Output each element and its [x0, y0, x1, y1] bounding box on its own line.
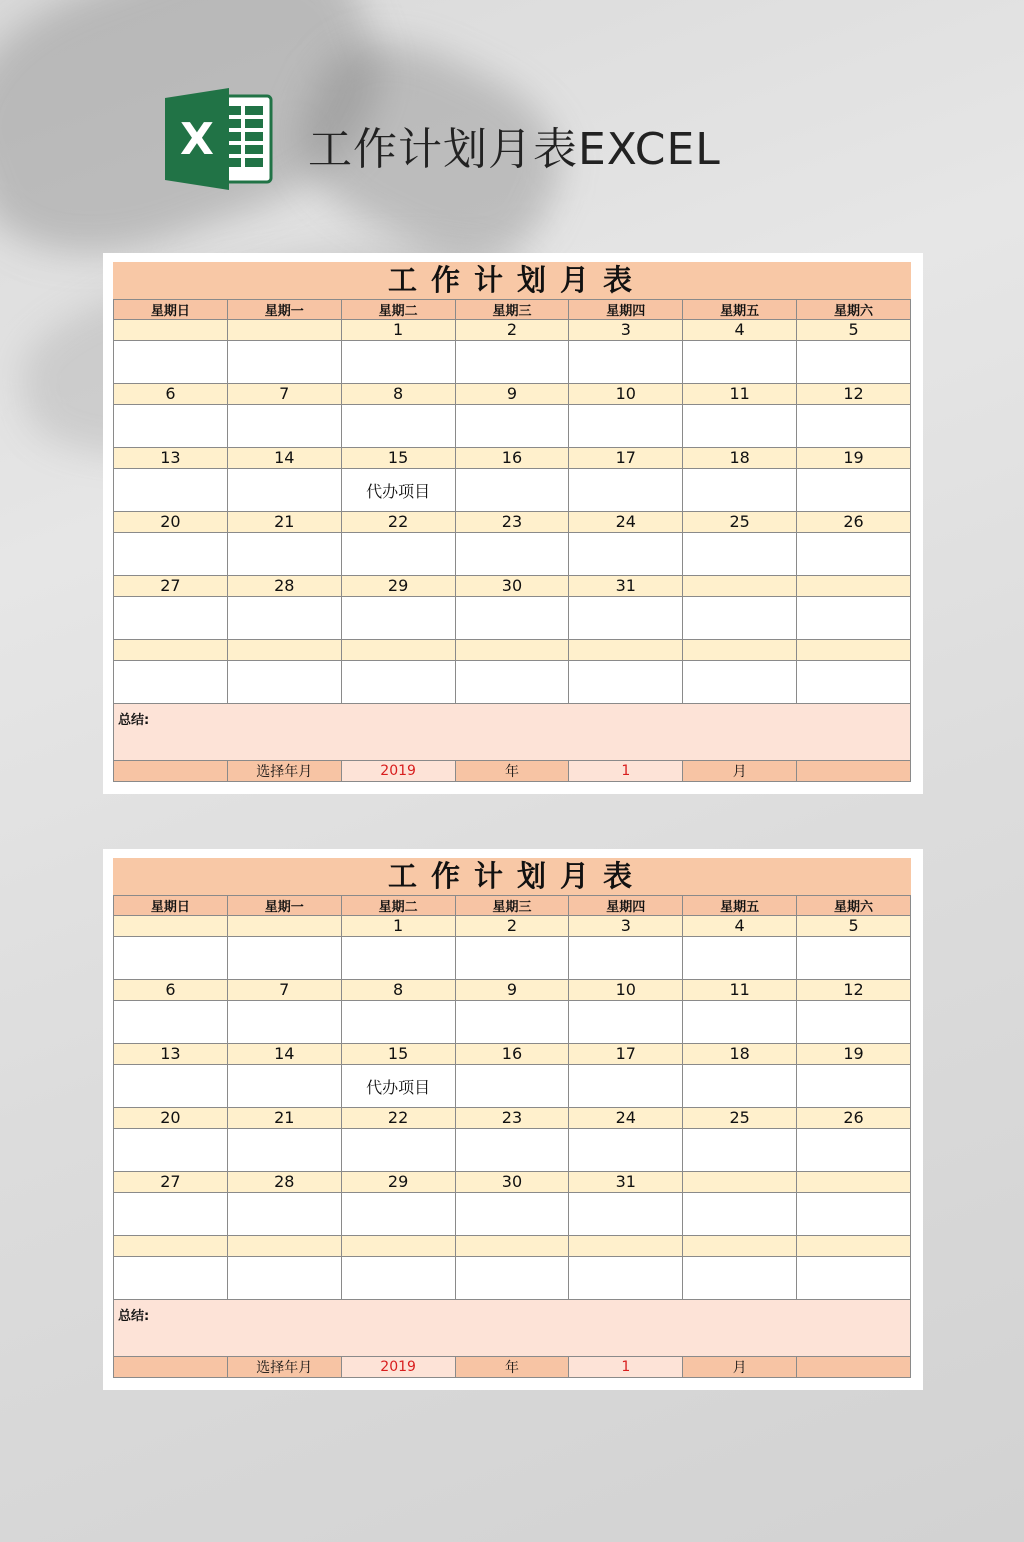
note-cell[interactable]: [683, 661, 797, 704]
note-cell[interactable]: [569, 405, 683, 448]
note-cell[interactable]: [569, 661, 683, 704]
date-cell[interactable]: 12: [797, 384, 911, 405]
date-cell[interactable]: [114, 1236, 228, 1257]
sheet-title: 工作计划月表: [113, 262, 911, 299]
note-cell[interactable]: [797, 937, 911, 980]
date-cell[interactable]: 1: [341, 320, 455, 341]
date-cell[interactable]: 16: [455, 448, 569, 469]
date-cell[interactable]: 3: [569, 320, 683, 341]
note-cell[interactable]: [227, 469, 341, 512]
summary-cell[interactable]: 总结:: [114, 1300, 911, 1357]
date-cell[interactable]: [455, 1236, 569, 1257]
date-cell[interactable]: 22: [341, 1108, 455, 1129]
note-cell[interactable]: [114, 405, 228, 448]
date-cell[interactable]: [569, 1236, 683, 1257]
weekday-cell: 星期六: [797, 300, 911, 320]
note-cell[interactable]: [114, 1129, 228, 1172]
date-cell[interactable]: 18: [683, 1044, 797, 1065]
note-cell[interactable]: [114, 597, 228, 640]
date-cell[interactable]: [797, 576, 911, 597]
note-cell[interactable]: [569, 341, 683, 384]
footer-row: [114, 1357, 911, 1378]
date-cell[interactable]: 18: [683, 448, 797, 469]
date-row: [114, 1044, 911, 1065]
note-cell[interactable]: [227, 1193, 341, 1236]
sheet-card: [103, 253, 923, 794]
month-unit-label: 月: [683, 761, 797, 782]
sheet-title: 工作计划月表: [113, 858, 911, 895]
weekday-cell: 星期一: [227, 300, 341, 320]
note-row: [114, 1193, 911, 1236]
date-cell[interactable]: 6: [114, 980, 228, 1001]
note-row: [114, 1065, 911, 1108]
note-cell[interactable]: [227, 1257, 341, 1300]
note-cell[interactable]: [455, 937, 569, 980]
footer-blank-cell: [797, 761, 911, 782]
date-cell[interactable]: 9: [455, 384, 569, 405]
note-cell[interactable]: [797, 1001, 911, 1044]
date-cell[interactable]: 10: [569, 980, 683, 1001]
note-cell[interactable]: [797, 469, 911, 512]
date-cell[interactable]: 19: [797, 448, 911, 469]
date-cell[interactable]: 23: [455, 512, 569, 533]
weekday-cell: 星期二: [341, 300, 455, 320]
date-cell[interactable]: 26: [797, 512, 911, 533]
sheet-card: [103, 849, 923, 1390]
date-cell[interactable]: 14: [227, 448, 341, 469]
date-cell[interactable]: [114, 320, 228, 341]
note-cell[interactable]: [569, 1065, 683, 1108]
note-cell[interactable]: [683, 1001, 797, 1044]
weekday-cell: 星期六: [797, 896, 911, 916]
note-cell[interactable]: [114, 341, 228, 384]
date-row: [114, 640, 911, 661]
summary-cell[interactable]: 总结:: [114, 704, 911, 761]
note-row: [114, 1129, 911, 1172]
note-row: [114, 597, 911, 640]
year-unit-label: 年: [455, 1357, 569, 1378]
note-row: [114, 341, 911, 384]
select-month-label: 选择年月: [227, 1357, 341, 1378]
note-cell[interactable]: [569, 937, 683, 980]
date-cell[interactable]: [227, 916, 341, 937]
date-cell[interactable]: 2: [455, 916, 569, 937]
note-cell[interactable]: 代办项目: [341, 1065, 455, 1108]
note-cell[interactable]: [227, 533, 341, 576]
note-cell[interactable]: [569, 533, 683, 576]
weekday-header-row: [114, 300, 911, 320]
date-cell[interactable]: [683, 1236, 797, 1257]
date-cell[interactable]: 21: [227, 1108, 341, 1129]
date-cell[interactable]: 27: [114, 1172, 228, 1193]
note-cell[interactable]: [341, 1257, 455, 1300]
note-cell[interactable]: [455, 1193, 569, 1236]
month-unit-label: 月: [683, 1357, 797, 1378]
note-cell[interactable]: [341, 597, 455, 640]
date-cell[interactable]: 1: [341, 916, 455, 937]
date-cell[interactable]: [114, 916, 228, 937]
date-cell[interactable]: 13: [114, 448, 228, 469]
page-header: [0, 0, 1024, 240]
note-cell[interactable]: [227, 405, 341, 448]
date-row: [114, 384, 911, 405]
note-cell[interactable]: [797, 1257, 911, 1300]
date-cell[interactable]: 27: [114, 576, 228, 597]
date-cell[interactable]: 7: [227, 384, 341, 405]
date-cell[interactable]: [227, 1236, 341, 1257]
date-row: [114, 1236, 911, 1257]
note-cell[interactable]: [114, 533, 228, 576]
note-cell[interactable]: [227, 1129, 341, 1172]
note-cell[interactable]: [341, 405, 455, 448]
note-cell[interactable]: [683, 341, 797, 384]
svg-text:X: X: [180, 114, 214, 165]
note-cell[interactable]: [455, 469, 569, 512]
note-row: [114, 937, 911, 980]
date-cell[interactable]: 28: [227, 1172, 341, 1193]
note-cell[interactable]: [114, 937, 228, 980]
note-row: [114, 661, 911, 704]
date-cell[interactable]: 15: [341, 1044, 455, 1065]
calendar-table: [113, 895, 911, 1378]
date-row: [114, 1172, 911, 1193]
note-cell[interactable]: [455, 1065, 569, 1108]
note-cell[interactable]: [114, 1257, 228, 1300]
date-cell[interactable]: [797, 1172, 911, 1193]
note-cell[interactable]: [114, 1193, 228, 1236]
date-cell[interactable]: 8: [341, 384, 455, 405]
date-row: [114, 576, 911, 597]
note-cell[interactable]: [114, 661, 228, 704]
note-cell[interactable]: [569, 1193, 683, 1236]
date-cell[interactable]: [569, 640, 683, 661]
note-cell[interactable]: [797, 405, 911, 448]
date-cell[interactable]: 25: [683, 512, 797, 533]
note-cell[interactable]: [455, 661, 569, 704]
weekday-cell: 星期五: [683, 300, 797, 320]
note-cell[interactable]: [455, 533, 569, 576]
note-cell[interactable]: [683, 469, 797, 512]
note-cell[interactable]: [227, 661, 341, 704]
weekday-cell: 星期日: [114, 300, 228, 320]
note-cell[interactable]: [227, 937, 341, 980]
date-cell[interactable]: 15: [341, 448, 455, 469]
note-cell[interactable]: [683, 533, 797, 576]
calendar-table: [113, 299, 911, 782]
note-cell[interactable]: [227, 341, 341, 384]
note-cell[interactable]: [569, 1129, 683, 1172]
note-cell[interactable]: [569, 597, 683, 640]
date-cell[interactable]: [797, 640, 911, 661]
note-cell[interactable]: [797, 1065, 911, 1108]
note-cell[interactable]: [455, 405, 569, 448]
date-cell[interactable]: 25: [683, 1108, 797, 1129]
date-cell[interactable]: 30: [455, 1172, 569, 1193]
date-cell[interactable]: 29: [341, 1172, 455, 1193]
calendar-sheet: [113, 262, 911, 782]
date-cell[interactable]: 12: [797, 980, 911, 1001]
excel-icon: [165, 88, 273, 190]
note-cell[interactable]: [683, 1129, 797, 1172]
date-cell[interactable]: 5: [797, 320, 911, 341]
weekday-cell: 星期四: [569, 896, 683, 916]
note-cell[interactable]: [797, 661, 911, 704]
note-cell[interactable]: [455, 597, 569, 640]
date-cell[interactable]: [227, 320, 341, 341]
note-cell[interactable]: [114, 1001, 228, 1044]
note-cell[interactable]: [114, 469, 228, 512]
weekday-cell: 星期二: [341, 896, 455, 916]
date-cell[interactable]: 9: [455, 980, 569, 1001]
date-cell[interactable]: 4: [683, 916, 797, 937]
date-cell[interactable]: [683, 1172, 797, 1193]
note-cell[interactable]: [341, 661, 455, 704]
footer-blank-cell: [114, 1357, 228, 1378]
note-cell[interactable]: [797, 597, 911, 640]
note-cell[interactable]: [455, 1257, 569, 1300]
note-cell[interactable]: [797, 533, 911, 576]
weekday-cell: 星期三: [455, 896, 569, 916]
date-cell[interactable]: 11: [683, 980, 797, 1001]
note-cell[interactable]: [683, 937, 797, 980]
note-cell[interactable]: [797, 1193, 911, 1236]
note-cell[interactable]: [797, 341, 911, 384]
date-cell[interactable]: [227, 640, 341, 661]
date-cell[interactable]: [683, 640, 797, 661]
date-cell[interactable]: 23: [455, 1108, 569, 1129]
note-cell[interactable]: [683, 1065, 797, 1108]
date-row: [114, 916, 911, 937]
date-row: [114, 320, 911, 341]
date-cell[interactable]: 17: [569, 448, 683, 469]
note-cell[interactable]: [683, 405, 797, 448]
date-cell[interactable]: 20: [114, 512, 228, 533]
summary-row: [114, 704, 911, 761]
date-cell[interactable]: 21: [227, 512, 341, 533]
date-cell[interactable]: 24: [569, 512, 683, 533]
date-cell[interactable]: 14: [227, 1044, 341, 1065]
date-cell[interactable]: 8: [341, 980, 455, 1001]
note-row: [114, 469, 911, 512]
date-cell[interactable]: [114, 640, 228, 661]
note-cell[interactable]: [683, 597, 797, 640]
date-cell[interactable]: 19: [797, 1044, 911, 1065]
weekday-cell: 星期五: [683, 896, 797, 916]
date-cell[interactable]: 29: [341, 576, 455, 597]
select-month-label: 选择年月: [227, 761, 341, 782]
page-title: 工作计划月表EXCEL: [308, 124, 721, 175]
month-select[interactable]: 1: [569, 761, 683, 782]
weekday-cell: 星期四: [569, 300, 683, 320]
note-row: [114, 1001, 911, 1044]
date-cell[interactable]: 13: [114, 1044, 228, 1065]
note-cell[interactable]: [683, 1257, 797, 1300]
date-cell[interactable]: [341, 1236, 455, 1257]
date-cell[interactable]: 10: [569, 384, 683, 405]
date-cell[interactable]: 4: [683, 320, 797, 341]
date-cell[interactable]: 2: [455, 320, 569, 341]
date-cell[interactable]: 6: [114, 384, 228, 405]
footer-row: [114, 761, 911, 782]
note-cell[interactable]: [797, 1129, 911, 1172]
note-row: [114, 405, 911, 448]
note-cell[interactable]: [455, 341, 569, 384]
weekday-header-row: [114, 896, 911, 916]
date-cell[interactable]: 17: [569, 1044, 683, 1065]
note-cell[interactable]: [341, 341, 455, 384]
date-cell[interactable]: [797, 1236, 911, 1257]
date-cell[interactable]: 20: [114, 1108, 228, 1129]
note-cell[interactable]: [114, 1065, 228, 1108]
date-cell[interactable]: [341, 640, 455, 661]
date-row: [114, 1108, 911, 1129]
date-row: [114, 448, 911, 469]
calendar-sheet: [113, 858, 911, 1378]
note-cell[interactable]: [455, 1129, 569, 1172]
note-row: [114, 533, 911, 576]
note-cell[interactable]: 代办项目: [341, 469, 455, 512]
note-cell[interactable]: [341, 937, 455, 980]
date-cell[interactable]: 31: [569, 576, 683, 597]
date-cell[interactable]: [455, 640, 569, 661]
year-select[interactable]: 2019: [341, 761, 455, 782]
summary-row: [114, 1300, 911, 1357]
date-cell[interactable]: 30: [455, 576, 569, 597]
weekday-cell: 星期一: [227, 896, 341, 916]
weekday-cell: 星期日: [114, 896, 228, 916]
note-cell[interactable]: [341, 1193, 455, 1236]
date-cell[interactable]: 16: [455, 1044, 569, 1065]
year-select[interactable]: 2019: [341, 1357, 455, 1378]
date-cell[interactable]: 11: [683, 384, 797, 405]
note-cell[interactable]: [683, 1193, 797, 1236]
note-cell[interactable]: [227, 1001, 341, 1044]
date-cell[interactable]: 22: [341, 512, 455, 533]
note-cell[interactable]: [341, 533, 455, 576]
date-cell[interactable]: 7: [227, 980, 341, 1001]
footer-blank-cell: [114, 761, 228, 782]
date-row: [114, 980, 911, 1001]
date-cell[interactable]: 31: [569, 1172, 683, 1193]
year-unit-label: 年: [455, 761, 569, 782]
date-cell[interactable]: [683, 576, 797, 597]
note-cell[interactable]: [341, 1001, 455, 1044]
note-cell[interactable]: [227, 597, 341, 640]
note-cell[interactable]: [569, 1001, 683, 1044]
footer-blank-cell: [797, 1357, 911, 1378]
note-cell[interactable]: [227, 1065, 341, 1108]
date-cell[interactable]: 24: [569, 1108, 683, 1129]
note-cell[interactable]: [341, 1129, 455, 1172]
note-cell[interactable]: [569, 1257, 683, 1300]
note-row: [114, 1257, 911, 1300]
note-cell[interactable]: [569, 469, 683, 512]
weekday-cell: 星期三: [455, 300, 569, 320]
date-cell[interactable]: 28: [227, 576, 341, 597]
date-row: [114, 512, 911, 533]
note-cell[interactable]: [455, 1001, 569, 1044]
month-select[interactable]: 1: [569, 1357, 683, 1378]
date-cell[interactable]: 5: [797, 916, 911, 937]
date-cell[interactable]: 3: [569, 916, 683, 937]
date-cell[interactable]: 26: [797, 1108, 911, 1129]
